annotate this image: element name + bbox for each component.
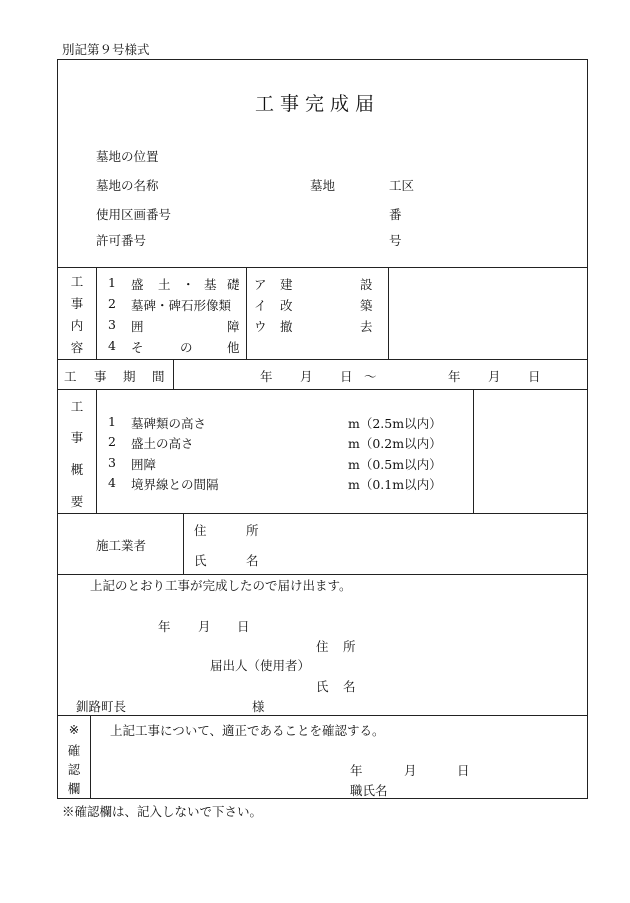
work-content-label-char: 容 — [70, 340, 84, 355]
contractor-address-char: 所 — [246, 523, 259, 538]
work-item-label: 墓碑・碑石形像類 — [131, 298, 232, 313]
section-suffix: 工区 — [389, 178, 415, 193]
period-label-char: 間 — [152, 369, 165, 384]
work-item-number: 2 — [108, 296, 116, 311]
work-kind-char: 去 — [360, 319, 373, 334]
declaration-day: 日 — [237, 619, 250, 634]
divider — [473, 389, 474, 513]
permit-suffix: 号 — [389, 233, 402, 248]
divider — [96, 389, 97, 513]
contractor-label: 施工業者 — [96, 538, 147, 553]
confirmation-label-char: 認 — [67, 762, 81, 777]
confirmation-label-char: 確 — [67, 743, 81, 758]
divider — [173, 359, 174, 389]
divider — [57, 267, 588, 268]
overview-item-number: 4 — [108, 475, 116, 490]
work-kind-kana: ア — [254, 277, 267, 292]
work-item-number: 4 — [108, 338, 116, 353]
declaration-year: 年 — [158, 619, 171, 634]
contractor-name-char: 名 — [246, 553, 259, 568]
confirmation-year: 年 — [350, 763, 363, 778]
official-name-label: 職氏名 — [350, 783, 388, 798]
work-item-char: 囲 — [131, 319, 144, 334]
work-item-char: 土 — [158, 277, 171, 292]
divider — [96, 267, 97, 359]
cemetery-location-label: 墓地の位置 — [96, 149, 159, 164]
plot-number-label: 使用区画番号 — [96, 207, 172, 222]
cemetery-suffix: 墓地 — [310, 178, 336, 193]
overview-item-label: 盛土の高さ — [131, 436, 194, 451]
work-item-number: 3 — [108, 317, 116, 332]
overview-item-limit: m（2.5m以内） — [348, 416, 442, 431]
contractor-address-char: 住 — [194, 523, 207, 538]
overview-label-char: 要 — [70, 494, 84, 509]
work-item-char: 障 — [227, 319, 240, 334]
declaration-text: 上記のとおり工事が完成したので届け出ます。 — [90, 578, 352, 593]
applicant-name-char: 氏 — [316, 679, 329, 694]
period-label-char: 事 — [94, 369, 107, 384]
period-end-month: 月 — [488, 369, 501, 384]
form-number: 別記第９号様式 — [62, 42, 150, 57]
divider — [57, 389, 588, 390]
mayor-label: 釧路町長 — [76, 699, 127, 714]
work-item-char: そ — [131, 340, 144, 355]
work-kind-kana: イ — [254, 298, 267, 313]
overview-item-limit: m（0.2m以内） — [348, 436, 442, 451]
overview-item-number: 1 — [108, 414, 116, 429]
honorific: 様 — [252, 699, 265, 714]
footnote: ※確認欄は、記入しないで下さい。 — [62, 804, 263, 819]
overview-label-char: 概 — [70, 462, 84, 477]
divider — [90, 715, 91, 799]
work-kind-char: 建 — [280, 277, 293, 292]
work-kind-kana: ウ — [254, 319, 267, 334]
work-item-char: 盛 — [131, 277, 144, 292]
work-kind-char: 改 — [280, 298, 293, 313]
period-start-year: 年 — [260, 369, 273, 384]
applicant-label: 届出人（使用者） — [210, 658, 311, 673]
work-content-label-char: 事 — [70, 296, 84, 311]
divider — [57, 715, 588, 716]
overview-label-char: 事 — [70, 430, 84, 445]
period-end-year: 年 — [448, 369, 461, 384]
work-item-char: 他 — [227, 340, 240, 355]
divider — [246, 267, 247, 359]
period-start-month: 月 — [300, 369, 313, 384]
overview-item-label: 囲障 — [131, 457, 157, 472]
applicant-address-char: 所 — [343, 639, 356, 654]
period-tilde: ～ — [364, 369, 377, 384]
period-label-char: 期 — [123, 369, 136, 384]
overview-label-char: 工 — [70, 399, 84, 414]
divider — [388, 267, 389, 359]
overview-item-number: 2 — [108, 434, 116, 449]
confirmation-text: 上記工事について、適正であることを確認する。 — [110, 723, 385, 738]
overview-item-limit: m（0.1m以内） — [348, 477, 442, 492]
work-item-char: 基 — [204, 277, 217, 292]
confirmation-label-char: ※ — [68, 722, 80, 737]
divider — [57, 574, 588, 575]
applicant-name-char: 名 — [343, 679, 356, 694]
divider — [57, 513, 588, 514]
confirmation-label-char: 欄 — [67, 781, 81, 796]
work-item-number: 1 — [108, 275, 116, 290]
number-suffix: 番 — [389, 207, 402, 222]
overview-item-limit: m（0.5m以内） — [348, 457, 442, 472]
work-item-char: ・ — [182, 277, 195, 292]
work-content-label-char: 工 — [70, 274, 84, 289]
work-kind-char: 設 — [360, 277, 373, 292]
overview-item-label: 境界線との間隔 — [131, 477, 219, 492]
declaration-month: 月 — [198, 619, 211, 634]
period-end-day: 日 — [528, 369, 541, 384]
work-kind-char: 撤 — [280, 319, 293, 334]
applicant-address-char: 住 — [316, 639, 329, 654]
work-kind-char: 築 — [360, 298, 373, 313]
overview-item-label: 墓碑類の高さ — [131, 416, 207, 431]
divider — [183, 513, 184, 574]
period-label-char: 工 — [64, 369, 77, 384]
confirmation-month: 月 — [404, 763, 417, 778]
work-item-char: の — [180, 340, 193, 355]
period-start-day: 日 — [340, 369, 353, 384]
permit-number-label: 許可番号 — [96, 233, 147, 248]
divider — [57, 359, 588, 360]
work-item-char: 礎 — [227, 277, 240, 292]
overview-item-number: 3 — [108, 455, 116, 470]
form-title: 工事完成届 — [255, 93, 381, 115]
cemetery-name-label: 墓地の名称 — [96, 178, 159, 193]
confirmation-day: 日 — [457, 763, 470, 778]
work-content-label-char: 内 — [70, 318, 84, 333]
contractor-name-char: 氏 — [194, 553, 207, 568]
